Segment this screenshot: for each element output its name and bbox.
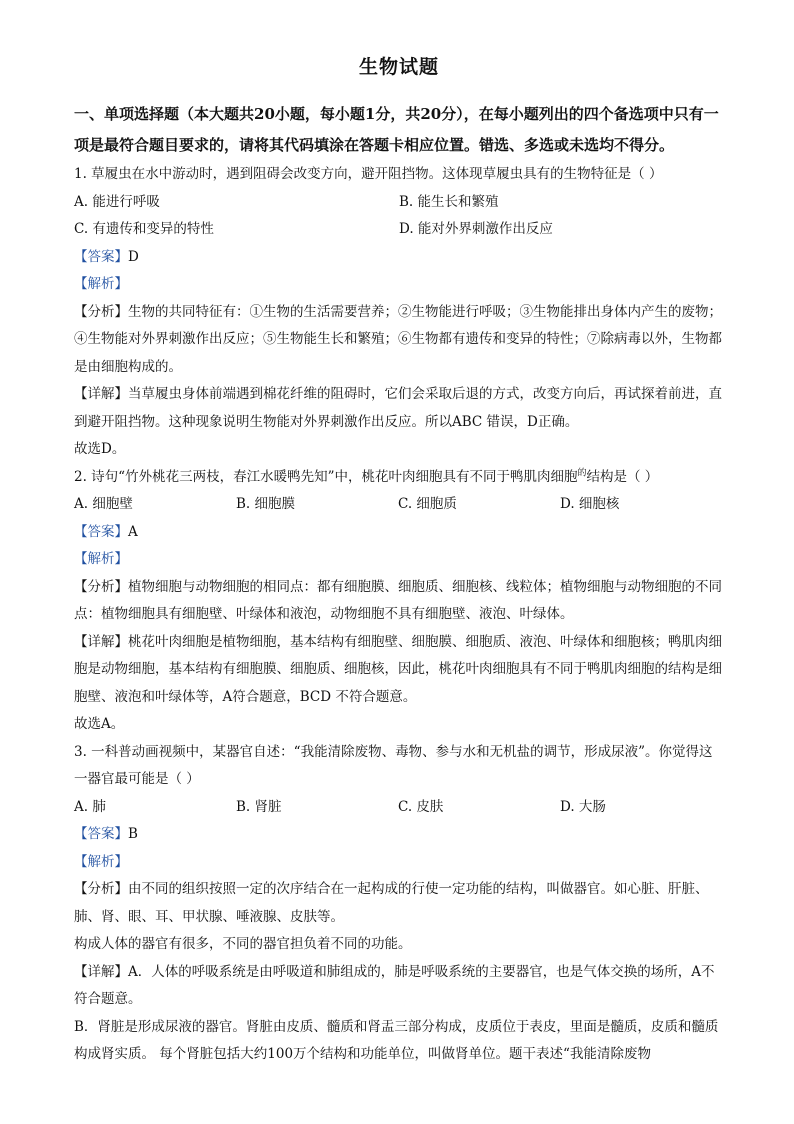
xiangjie-label: 【详解】 [74,386,128,402]
analysis-heading [74,849,724,877]
answer-line [74,519,724,547]
fenxi-label: 【分析】 [74,303,128,320]
option-d: D. 大肠 [560,798,606,815]
answer-label: 【答案】 [74,826,128,842]
option-b: B. 肾脏 [236,798,282,815]
analysis-note: 构成人体的器官有很多，不同的器官担负着不同的功能。 [74,936,412,952]
option-b: B. 能生长和繁殖 [399,193,499,210]
analysis-label: 【解析】 [74,551,128,567]
option-d: D. 能对外界刺激作出反应 [399,221,553,237]
analysis-label: 【解析】 [74,276,128,292]
stem-part-a: 2. 诗句“竹外桃花三两枝，春江水暖鸭先知”中，桃花叶肉细胞具有不同于鸭肌肉细胞 [74,468,578,485]
question-stem [74,464,724,492]
answer-line [74,244,724,272]
fenxi-label: 【分析】 [74,881,128,897]
options-row [74,794,724,822]
question-stem: 3. 一科普动画视频中，某器官自述：“我能清除废物、毒物、参与水和无机盐的调节，形成尿液”。你觉得这一器官最可能是（ ） [74,743,713,787]
analysis-xiangjie [74,381,724,436]
question-3 [74,739,724,1069]
analysis-heading [74,546,724,574]
option-d: D. 细胞核 [560,496,620,512]
question-stem: 1. 草履虫在水中游动时，遇到阻碍会改变方向，避开阻挡物。这体现草履虫具有的生物特征是（ ） [74,166,663,182]
analysis-xiangjie-b: B．肾脏是形成尿液的器官。肾脏由皮质、髓质和肾盂三部分构成，皮质位于表皮，里面是髓质，皮质和髓质构成肾实质。 每个肾脏包括大约100万个结构和功能单位，叫做肾单位。题干表述“我能清除废物 [74,1018,719,1062]
xiangjie-label: 【详解】 [74,963,128,980]
answer-value: A [128,523,138,540]
option-a: A. 肺 [74,798,106,815]
option-c: C. 细胞质 [398,496,457,512]
fenxi-text: 生物的共同特征有：①生物的生活需要营养；②生物能进行呼吸；③生物能排出身体内产生的废物；④生物能对外界刺激作出反应；⑤生物能生长和繁殖；⑥生物都有遗传和变异的特性；⑦除病毒以外，生物都是由细胞构成的。 [74,303,722,375]
xiangjie-text: 桃花叶肉细胞是植物细胞，基本结构有细胞壁、细胞膜、细胞质、液泡、叶绿体和细胞核；鸭肌肉细胞是动物细胞，基本结构有细胞膜、细胞质、细胞核，因此，桃花叶肉细胞具有不同于鸭肌肉细胞的结构是细胞壁、液泡和叶绿体等，A符合题意，BCD 不符合题意。 [74,633,722,705]
xiangjie-label: 【详解】 [74,633,128,650]
fenxi-text: 植物细胞与动物细胞的相同点：都有细胞膜、细胞质、细胞核、线粒体；植物细胞与动物细胞的不同点：植物细胞具有细胞壁、叶绿体和液泡，动物细胞不具有细胞壁、液泡、叶绿体。 [74,578,722,622]
option-a: A. 能进行呼吸 [74,193,160,210]
answer-value: D [128,248,139,265]
fenxi-text: 由不同的组织按照一定的次序结合在一起构成的行使一定功能的结构，叫做器官。如心脏、肝脏、肺、肾、眼、耳、甲状腺、唾液腺、皮肤等。 [74,881,709,925]
analysis-fenxi [74,876,724,931]
xiangjie-text: 当草履虫身体前端遇到棉花纤维的阻碍时，它们会采取后退的方式，改变方向后，再试探着前进，直到避开阻挡物。这种现象说明生物能对外界刺激作出反应。所以ABC 错误，D正确。 [74,386,722,430]
option-c: C. 有遗传和变异的特性 [74,221,214,237]
options-row [74,216,724,244]
analysis-fenxi [74,574,724,629]
options-row [74,491,724,519]
option-a: A. 细胞壁 [74,496,133,512]
options-row [74,189,724,217]
answer-label: 【答案】 [74,248,128,265]
conclusion: 故选A。 [74,716,125,732]
analysis-heading [74,271,724,299]
fenxi-label: 【分析】 [74,578,128,595]
analysis-xiangjie [74,959,724,1014]
analysis-label: 【解析】 [74,853,128,870]
analysis-xiangjie [74,629,724,712]
answer-line [74,821,724,849]
page-title: 生物试题 [358,56,439,78]
document-page [74,52,724,1069]
conclusion: 故选D。 [74,441,126,457]
answer-label: 【答案】 [74,523,128,540]
question-1 [74,161,724,464]
stem-part-b: 结构是（ ） [586,468,659,485]
option-b: B. 细胞膜 [236,496,296,512]
question-2 [74,464,724,739]
answer-value: B [128,826,138,842]
analysis-fenxi [74,299,724,382]
xiangjie-text-a: A．人体的呼吸系统是由呼吸道和肺组成的，肺是呼吸系统的主要器官，也是气体交换的场所，A不符合题意。 [74,963,715,1007]
section-header: 一、单项选择题（本大题共20小题，每小题1分，共20分），在每小题列出的四个备选项中只有一项是最符合题目要求的，请将其代码填涂在答题卡相应位置。错选、多选或未选均不得分。 [74,105,719,154]
option-c: C. 皮肤 [398,798,444,815]
stem-annotation: 的 [577,468,587,478]
